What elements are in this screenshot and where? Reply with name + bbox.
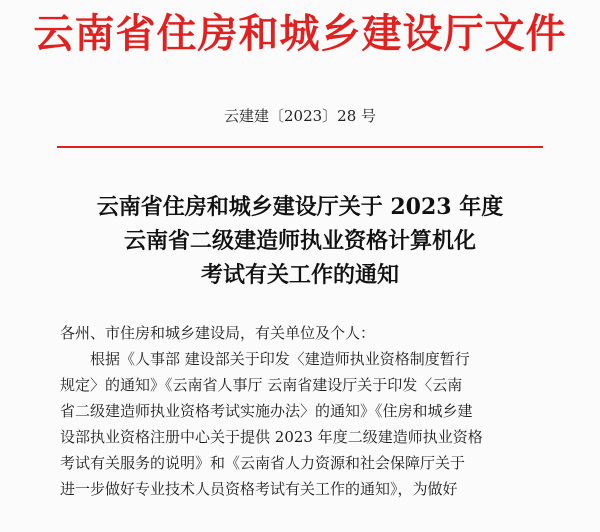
paragraph-line: 省二级建造师执业资格考试实施办法〉的通知》《住房和城乡建 — [60, 402, 473, 420]
paragraph-line: 根据《人事部 建设部关于印发〈建造师执业资格制度暂行 — [90, 350, 470, 368]
notice-title-line: 云南省住房和城乡建设厅关于 2023 年度 — [96, 194, 504, 220]
letterhead-title: 云南省住房和城乡建设厅文件 — [33, 11, 567, 57]
salutation: 各州、市住房和城乡建设局，有关单位及个人： — [60, 324, 376, 342]
notice-body — [60, 320, 550, 502]
paragraph-line: 设部执业资格注册中心关于提供 2023 年度二级建造师执业资格 — [60, 428, 483, 446]
red-divider-line — [57, 146, 543, 148]
document-number: 云建建〔2023〕28 号 — [223, 107, 377, 125]
paragraph-line: 进一步做好专业技术人员资格考试有关工作的通知》，为做好 — [60, 480, 458, 498]
notice-title — [0, 190, 600, 292]
paragraph-line: 规定〉的通知》《云南省人事厅 云南省建设厅关于印发〈云南 — [60, 376, 463, 394]
paragraph-line: 考试有关服务的说明》和《云南省人力资源和社会保障厅关于 — [60, 454, 466, 472]
notice-title-line: 云南省二级建造师执业资格计算机化 — [123, 228, 476, 254]
notice-title-line: 考试有关工作的通知 — [200, 262, 399, 288]
